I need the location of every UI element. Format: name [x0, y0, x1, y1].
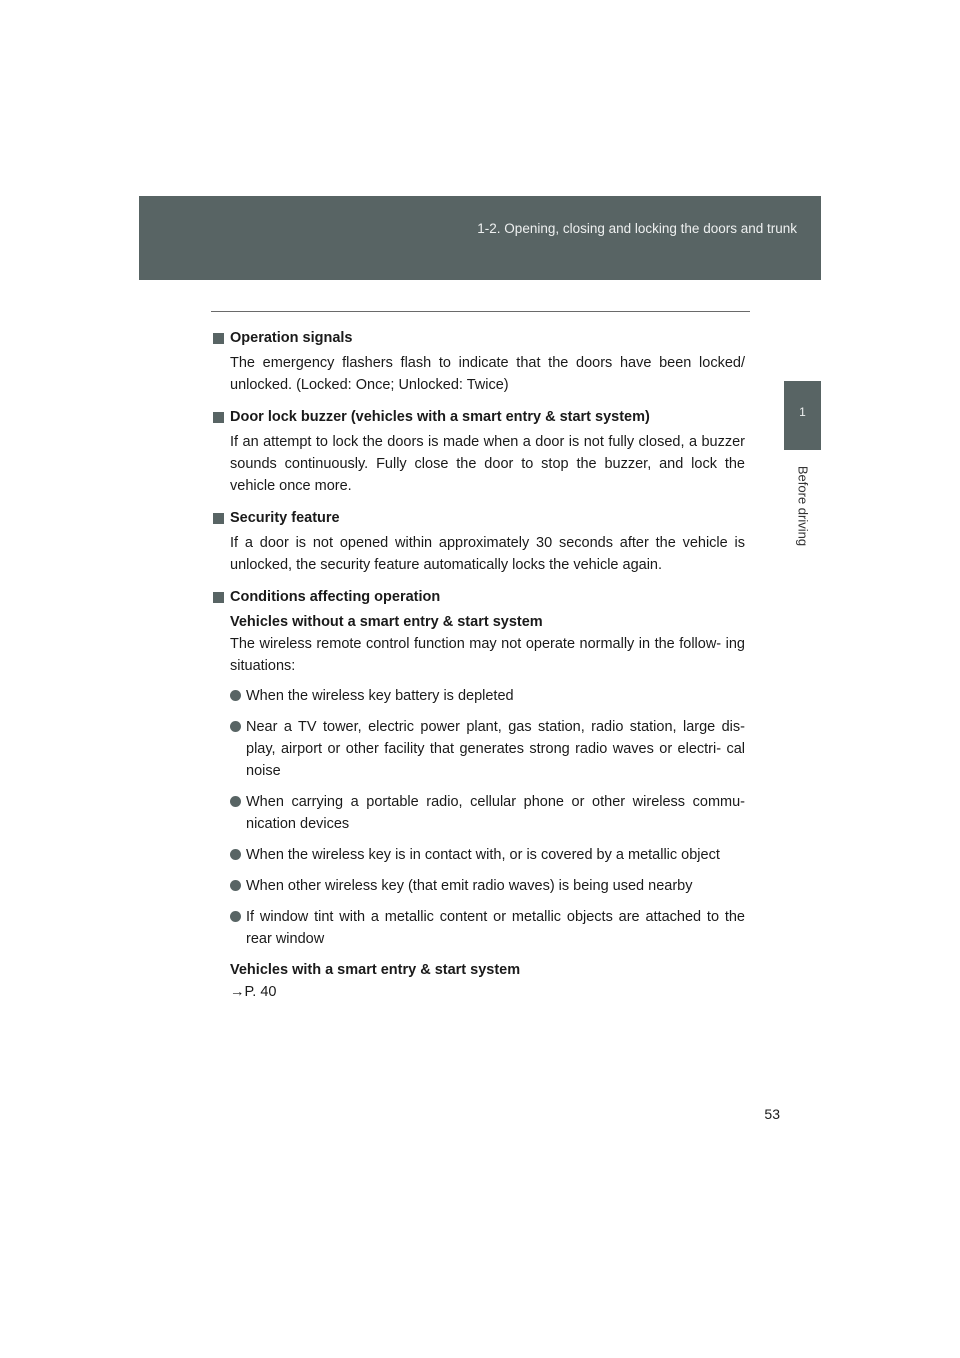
subheading-with-smart-entry: Vehicles with a smart entry & start system [230, 962, 521, 978]
square-bullet-icon [213, 412, 224, 423]
chapter-tab [784, 381, 821, 450]
list-item: When carrying a portable radio, cellular phone or other wireless commu- nication devices [230, 791, 745, 835]
square-bullet-icon [213, 592, 224, 603]
list-item: If window tint with a metallic content or metallic objects are attached to the rear window [230, 906, 745, 950]
heading-conditions: Conditions affecting operation [213, 586, 745, 608]
paragraph: If a door is not opened within approximately 30 seconds after the vehicle is unlocked, the security feature automatically locks the vehicle again. [230, 535, 745, 573]
chapter-number: 1 [799, 405, 806, 419]
round-bullet-icon [230, 849, 241, 860]
paragraph: The emergency flashers flash to indicate that the doors have been locked/ unlocked. (Locked: Once; Unlocked: Twice) [230, 355, 745, 393]
paragraph: If an attempt to lock the doors is made when a door is not fully closed, a buzzer sounds continuously. Fully close the door to stop the buzzer, and lock the vehicle once more. [230, 434, 745, 494]
list-item: When the wireless key is in contact with, or is covered by a metallic object [230, 844, 745, 866]
page-number: 53 [764, 1106, 780, 1122]
chapter-label [784, 456, 821, 556]
round-bullet-icon [230, 911, 241, 922]
round-bullet-icon [230, 690, 241, 701]
chapter-label-text: Before driving [795, 465, 810, 547]
paragraph: The wireless remote control function may not operate normally in the follow- ing situations: [230, 636, 745, 674]
content [213, 327, 745, 1003]
section-title: 1-2. Opening, closing and locking the doors and trunk [477, 221, 797, 236]
page-reference-link[interactable]: →P. 40 [230, 984, 277, 1000]
heading-door-lock-buzzer: Door lock buzzer (vehicles with a smart entry & start system) [213, 406, 745, 428]
round-bullet-icon [230, 880, 241, 891]
list-item: Near a TV tower, electric power plant, gas station, radio station, large dis- play, airport or other facility that generates strong radio waves or electri- cal noise [230, 716, 745, 782]
heading-security-feature: Security feature [213, 507, 745, 529]
divider [211, 311, 750, 312]
list-item: When the wireless key battery is depleted [230, 685, 745, 707]
square-bullet-icon [213, 333, 224, 344]
list-item: When other wireless key (that emit radio waves) is being used nearby [230, 875, 745, 897]
square-bullet-icon [213, 513, 224, 524]
round-bullet-icon [230, 721, 241, 732]
heading-operation-signals: Operation signals [213, 327, 745, 349]
round-bullet-icon [230, 796, 241, 807]
subheading-without-smart-entry: Vehicles without a smart entry & start system [230, 614, 543, 630]
header-band [139, 196, 821, 280]
